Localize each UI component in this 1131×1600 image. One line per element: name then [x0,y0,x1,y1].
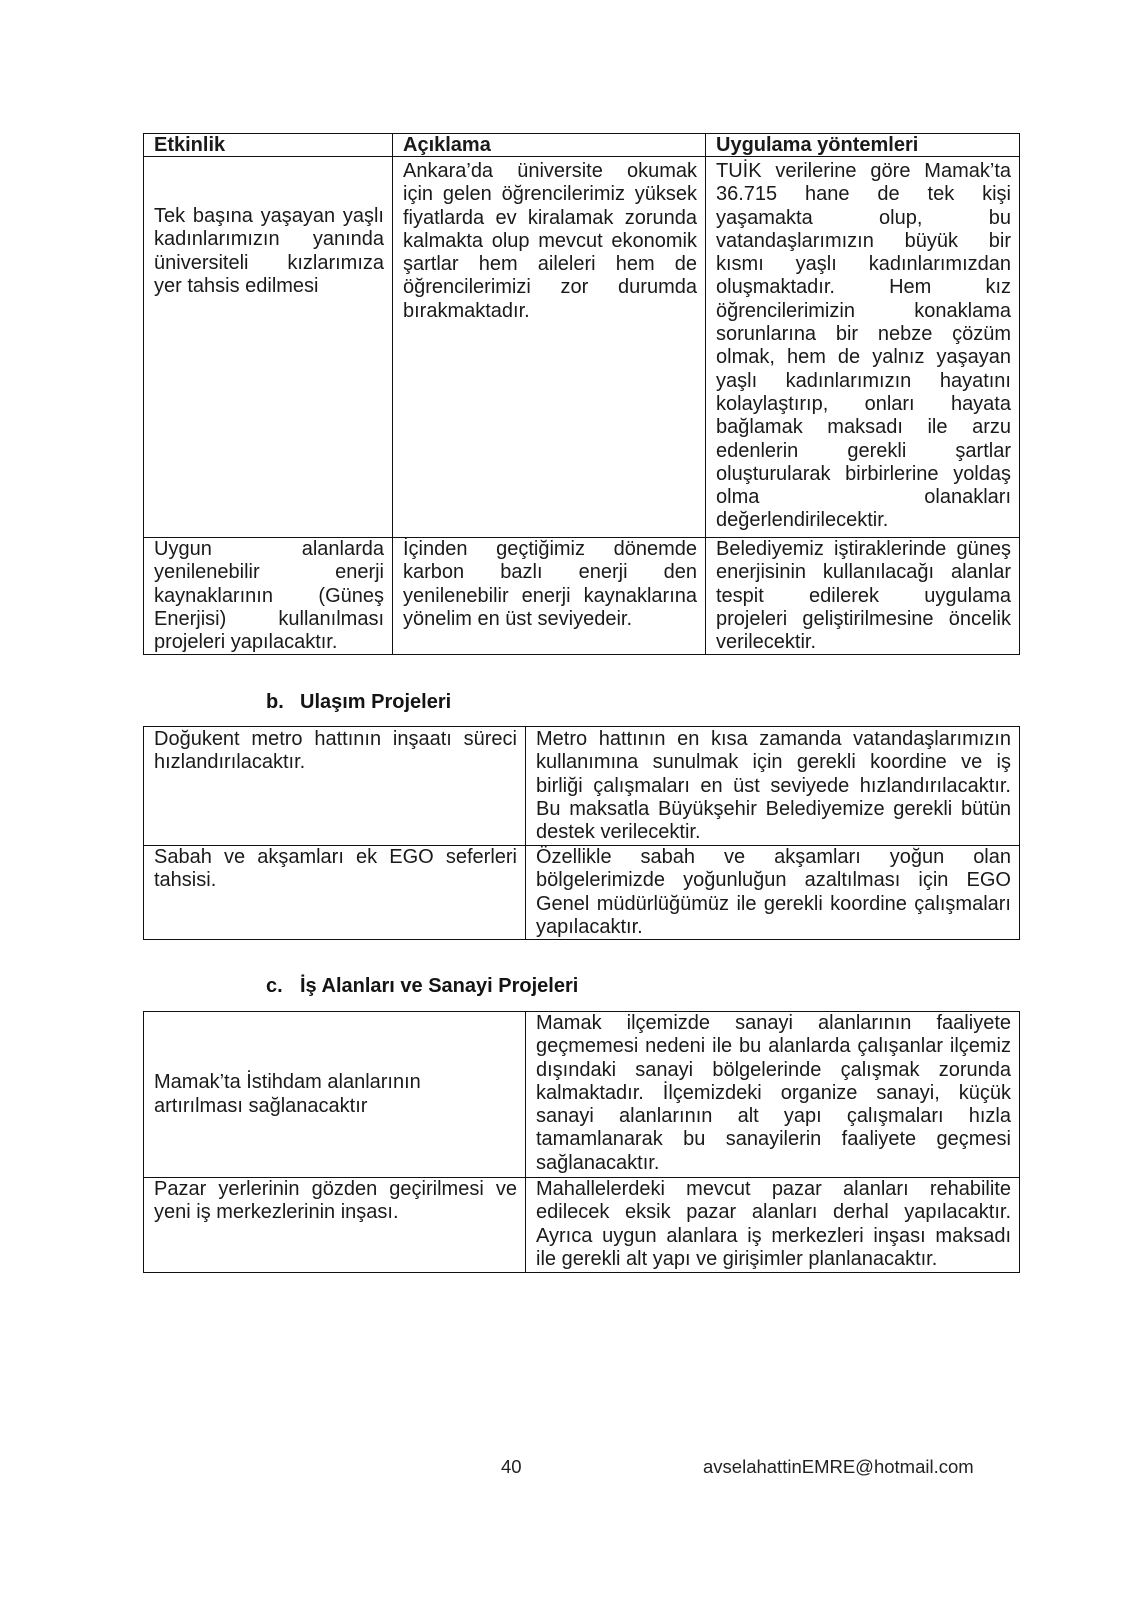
text-line: olma olanakları [716,486,1011,509]
text-line: 36.715 hane de tek kişi [716,183,1011,206]
table-row [144,1178,1020,1273]
social-projects-table [143,133,1020,655]
activity-cell [144,538,393,655]
text-line: geçmemesi nedeni ile bu alanlarda çalışanlar ilçemiz [536,1035,1011,1058]
page-number: 40 [501,1456,522,1477]
text-line: sorunlarına bir nebze çözüm [716,323,1011,346]
text-line: olmak, hem de yalnız yaşayan [716,346,1011,369]
activity-cell [144,1178,526,1273]
text-line: edilecek eksik pazar alanları derhal yapılacaktır. [536,1201,1011,1224]
footer-email: avselahattinEMRE@hotmail.com [703,1456,974,1477]
text-line: Metro hattının en kısa zamanda vatandaşlarımızın [536,728,1011,750]
text-line: bölgelerimizde yoğunluğun azaltılması için EGO [536,869,1011,892]
text-line: kalmaktadır. İlçemizdeki organize sanayi, küçük [536,1081,1011,1104]
text-line: oluşmaktadır. Hem kız [716,276,1011,299]
text-line: kadınlarımızın yanında [154,228,384,251]
text-line: Mahallelerdeki mevcut pazar alanları rehabilite [536,1178,1011,1200]
text-line: yapılacaktır. [536,915,643,938]
text-line: Ayrıca uygun alanlara iş merkezleri inşası maksadı [536,1224,1011,1247]
text-line: fiyatlarda ev kiralamak zorunda [403,206,697,229]
text-line: yönelim en üst seviyedeir. [403,607,633,630]
section-marker: c. [266,975,283,997]
header-description: Açıklama [393,134,706,157]
text-line: kısmı yaşlı kadınlarımızdan [716,253,1011,276]
description-cell [393,538,706,655]
description-cell [526,1178,1020,1273]
text-line: Enerjisi) kullanılması [154,607,384,630]
table-row [144,538,1020,655]
text-line: yer tahsis edilmesi [154,274,319,297]
text-line: sağlanacaktır. [536,1151,660,1174]
text-line: yeni iş merkezlerinin inşası. [154,1201,399,1224]
text-line: bağlamak maksadı ile arzu [716,416,1011,439]
text-line: yaşlı kadınlarımızın hayatını [716,369,1011,392]
text-line: öğrencilerimizi zor durumda [403,276,697,299]
text-line: TUİK verilerine göre Mamak’ta [716,160,1011,182]
text-line: ile gerekli alt yapı ve girişimler planlanacaktır. [536,1247,938,1270]
section-heading-transport [266,690,451,714]
text-line: birliği çalışmaları en üst seviyede hızlandırılacaktır. [536,774,1011,797]
text-line: yenilenebilir enerji kaynaklarına [403,584,697,607]
table-row [144,157,1020,538]
section-title: Ulaşım Projeleri [300,691,452,713]
text-line: şartlar hem aileleri hem de [403,253,697,276]
text-line: Pazar yerlerinin gözden geçirilmesi ve [154,1178,517,1200]
text-line: yaşamakta olup, bu [716,206,1011,229]
activity-cell [144,727,526,846]
text-line: Özellikle sabah ve akşamları yoğun olan [536,846,1011,868]
text-line: için gelen öğrencilerimiz yüksek [403,183,697,206]
activity-cell [144,846,526,940]
text-line: edenlerin gerekli şartlar [716,439,1011,462]
section-heading-industry [266,974,578,998]
text-line: tamamlanarak bu sanayilerin faaliyete geçmesi [536,1128,1011,1151]
text-line: tahsisi. [154,869,217,892]
text-line: Mamak’ta İstihdam alanlarının [154,1071,421,1094]
text-line: vatandaşlarımızın büyük bir [716,229,1011,252]
activity-cell [144,1012,526,1178]
activity-cell [144,157,393,538]
text-line: sanayi alanlarının alt yapı çalışmaları hızla [536,1105,1011,1128]
text-line: Ankara’da üniversite okumak [403,160,697,182]
text-line: karbon bazlı enerji den [403,561,697,584]
text-line: kalmakta olup mevcut ekonomik [403,229,697,252]
text-line: kullanımına sunulmak için gerekli koordine ve iş [536,751,1011,774]
method-cell [706,538,1020,655]
method-cell [706,157,1020,538]
text-line: kolaylaştırıp, onları hayata [716,392,1011,415]
text-line: Sabah ve akşamları ek EGO seferleri [154,846,517,868]
header-method: Uygulama yöntemleri [706,134,1020,157]
text-line: Uygun alanlarda [154,538,384,560]
text-line: tespit edilerek uygulama [716,584,1011,607]
text-line: yenilenebilir enerji [154,561,384,584]
text-line: kaynaklarının (Güneş [154,584,384,607]
table-row [144,1012,1020,1178]
description-cell [526,846,1020,940]
text-line: Belediyemiz iştiraklerinde güneş [716,538,1011,560]
description-cell [526,727,1020,846]
industry-projects-table [143,1011,1020,1273]
table-row [144,727,1020,846]
section-title: İş Alanları ve Sanayi Projeleri [300,975,579,997]
text-line: öğrencilerimizin konaklama [716,299,1011,322]
text-line: Mamak ilçemizde sanayi alanlarının faaliyete [536,1012,1011,1034]
description-cell [393,157,706,538]
text-line: Genel müdürlüğümüz ile gerekli koordine çalışmaları [536,892,1011,915]
text-line: değerlendirilecektir. [716,509,889,532]
table-header-row [144,134,1020,157]
text-line: Tek başına yaşayan yaşlı [154,205,384,227]
text-line: oluşturularak birbirlerine yoldaş [716,462,1011,485]
text-line: bırakmaktadır. [403,299,530,322]
text-line: üniversiteli kızlarımıza [154,251,384,274]
transport-projects-table [143,726,1020,940]
header-activity: Etkinlik [144,134,393,157]
text-line: verilecektir. [716,631,817,654]
text-line: İçinden geçtiğimiz dönemde [403,538,697,560]
table-row [144,846,1020,940]
text-line: artırılması sağlanacaktır [154,1094,368,1117]
description-cell [526,1012,1020,1178]
text-line: projeleri geliştirilmesine öncelik [716,607,1011,630]
text-line: Bu maksatla Büyükşehir Belediyemize gerekli bütün [536,797,1011,820]
text-line: Doğukent metro hattının inşaatı süreci [154,728,517,750]
text-line: destek verilecektir. [536,821,701,844]
text-line: enerjisinin kullanılacağı alanlar [716,561,1011,584]
section-marker: b. [266,691,284,713]
text-line: projeleri yapılacaktır. [154,631,338,654]
text-line: hızlandırılacaktır. [154,751,306,774]
text-line: dışındaki sanayi bölgelerinde çalışmak zorunda [536,1058,1011,1081]
